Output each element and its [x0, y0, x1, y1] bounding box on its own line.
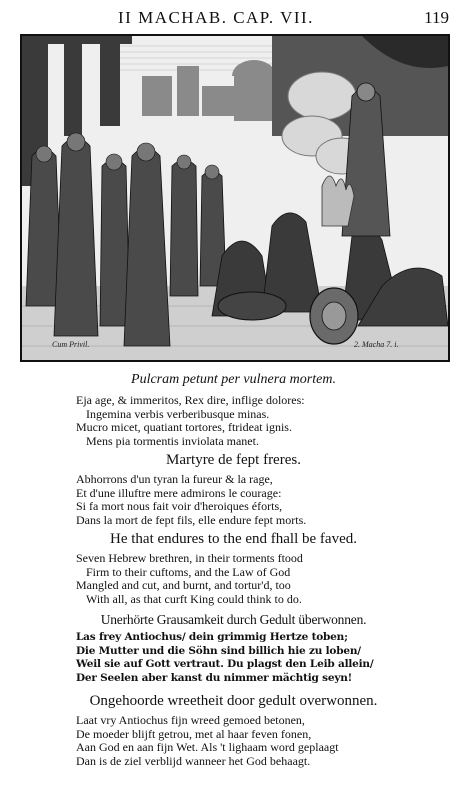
- verse-line: Seven Hebrew brethren, in their torments ftood: [76, 551, 303, 565]
- running-header: [0, 6, 467, 30]
- verse-line: Mangled and cut, and burnt, and tortur'd, too: [76, 578, 291, 592]
- verse-line: Die Mutter und die Söhn sind billich hie zu loben/: [76, 644, 361, 657]
- verse-line: Weil sie auf Gott vertraut. Du plagst den Leib allein/: [76, 658, 374, 670]
- french-section: [0, 452, 467, 527]
- verse-line: Eja age, & immeritos, Rex dire, inflige dolores:: [76, 393, 305, 407]
- plate-caption-right: 2. Macha 7. i.: [354, 340, 399, 349]
- verse-line: Dan is de ziel verblijd wanneer het God behaagt.: [76, 753, 311, 768]
- engraving-illustration: [22, 36, 448, 360]
- engraving-plate: [20, 34, 450, 362]
- dutch-section: [0, 693, 467, 768]
- verse-line: Firm to their cuftoms, and the Law of God: [86, 564, 291, 579]
- verse-line: Dans la mort de fept fils, elle endure fept morts.: [76, 512, 307, 527]
- section-title: Ongehoorde wreetheit door gedult overwonnen.: [89, 693, 378, 709]
- latin-verse: [76, 394, 456, 448]
- verse-line: Mucro micet, quatiant tortores, ftrideat ignis.: [76, 420, 292, 434]
- plate-caption-left: Cum Privil.: [52, 340, 90, 349]
- running-title: II MACHAB. CAP. VII.: [118, 8, 314, 27]
- verse-line: Laat vry Antiochus fijn wreed gemoed betonen,: [76, 713, 305, 727]
- verse-line: Las frey Antiochus/ dein grimmig Hertze toben;: [76, 631, 348, 643]
- verse-line: Si fa mort nous fait voir d'heroiques éforts,: [76, 499, 283, 513]
- section-title: Unerhörte Grausamkeit durch Gedult überwonnen.: [100, 612, 367, 627]
- latin-motto: Pulcram petunt per vulnera mortem.: [131, 372, 336, 387]
- verse-line: Der Seelen aber kanst du nimmer mächtig seyn!: [76, 671, 353, 684]
- verse-line: Aan God en aan fijn Wet. Als 't lighaam word geplaagt: [76, 740, 339, 754]
- verse-line: Mens pia tormentis inviolata manet.: [86, 433, 259, 448]
- verse-line: Abhorrons d'un tyran la fureur & la rage,: [76, 472, 273, 486]
- section-title: Martyre de fept freres.: [166, 452, 301, 468]
- verse-line: Ingemina verbis verberibusque minas.: [86, 406, 270, 421]
- english-section: [0, 531, 467, 606]
- page-number: 119: [424, 8, 449, 27]
- german-section: [0, 612, 467, 685]
- section-title: He that endures to the end fhall be faved.: [110, 531, 357, 547]
- verse-line: De moeder blijft getrou, met al haar feven fonen,: [76, 726, 312, 741]
- verse-line: With all, as that curft King could think to do.: [86, 591, 302, 606]
- verse-line: Et d'une illuftre mere admirons le courage:: [76, 485, 282, 500]
